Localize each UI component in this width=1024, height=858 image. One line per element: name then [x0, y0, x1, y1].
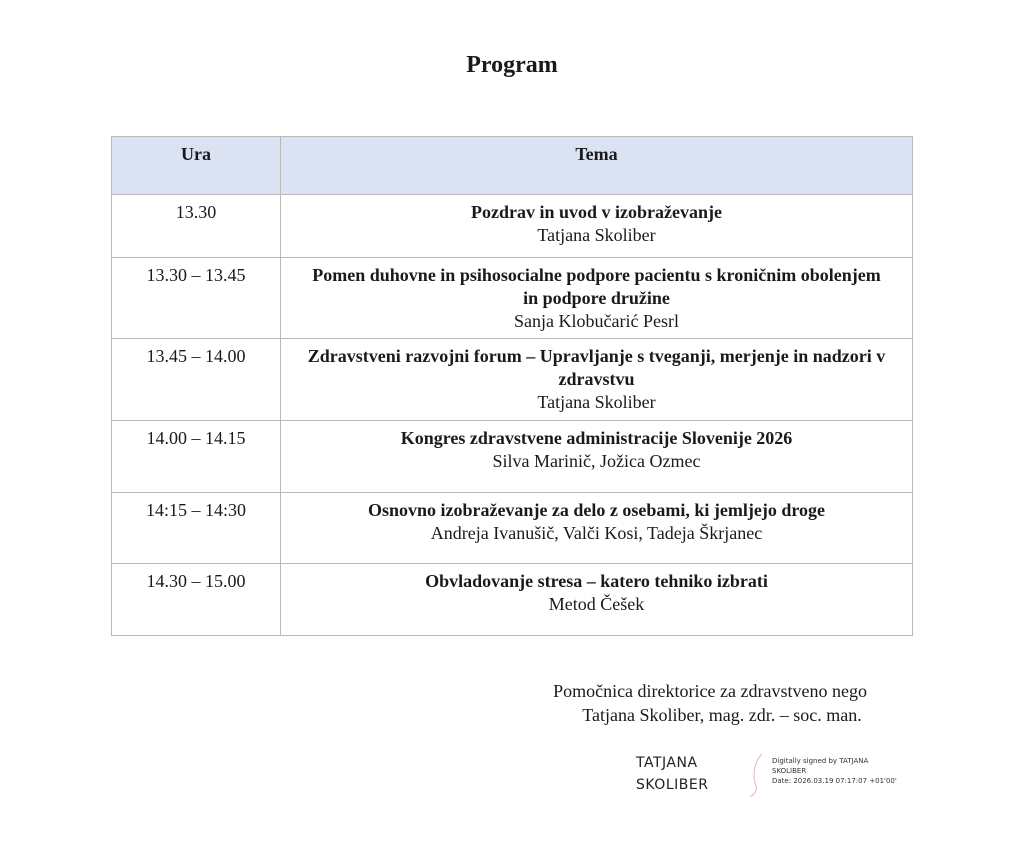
signature-name-line2: SKOLIBER	[636, 777, 709, 793]
signature-name-line1: TATJANA	[636, 755, 698, 771]
speaker-name: Andreja Ivanušič, Valči Kosi, Tadeja Škrjanec	[430, 523, 763, 543]
signature-detail-line2: SKOLIBER	[772, 767, 807, 775]
topic-cell	[281, 564, 913, 636]
signature-detail-line1: Digitally signed by TATJANA	[772, 757, 869, 765]
topic-title: Pomen duhovne in psihosocialne podpore pacientu s kroničnim obolenjem in podpore družine	[312, 265, 881, 308]
topic-title: Zdravstveni razvojni forum – Upravljanje s tveganji, merjenje in nadzori v zdravstvu	[307, 346, 886, 389]
table-row	[112, 258, 913, 339]
speaker-name: Tatjana Skoliber	[537, 392, 656, 412]
table-row	[112, 421, 913, 493]
topic-title: Pozdrav in uvod v izobraževanje	[471, 202, 722, 222]
closing-name: Tatjana Skoliber, mag. zdr. – soc. man.	[582, 705, 862, 725]
time-cell: 14.00 – 14.15	[112, 421, 281, 493]
speaker-name: Tatjana Skoliber	[537, 225, 656, 245]
column-header-time: Ura	[112, 137, 281, 195]
topic-cell	[281, 493, 913, 564]
time-cell: 14.30 – 15.00	[112, 564, 281, 636]
speaker-name: Sanja Klobučarić Pesrl	[514, 311, 679, 331]
topic-cell	[281, 421, 913, 493]
topic-title: Obvladovanje stresa – katero tehniko izbrati	[425, 571, 768, 591]
page-title: Program	[466, 52, 558, 78]
closing-position: Pomočnica direktorice za zdravstveno nego	[553, 681, 867, 701]
topic-cell	[281, 258, 913, 339]
speaker-name: Metod Češek	[548, 594, 645, 614]
table-row	[112, 493, 913, 564]
signature-details	[772, 756, 907, 786]
topic-cell	[281, 339, 913, 421]
time-cell: 14:15 – 14:30	[112, 493, 281, 564]
digital-signature	[636, 752, 906, 802]
column-header-topic: Tema	[281, 137, 913, 195]
closing-block	[500, 679, 920, 727]
signature-name	[636, 752, 708, 796]
program-table	[111, 136, 913, 636]
topic-cell	[281, 195, 913, 258]
table-row	[112, 195, 913, 258]
table-row	[112, 564, 913, 636]
time-cell: 13.30	[112, 195, 281, 258]
table-header-row	[112, 137, 913, 195]
table-row	[112, 339, 913, 421]
signature-mark-icon	[748, 752, 766, 798]
topic-title: Osnovno izobraževanje za delo z osebami, ki jemljejo droge	[367, 500, 826, 520]
signature-detail-line3: Date: 2026.03.19 07:17:07 +01'00'	[772, 777, 897, 785]
topic-title: Kongres zdravstvene administracije Slovenije 2026	[400, 428, 793, 448]
time-cell: 13.30 – 13.45	[112, 258, 281, 339]
speaker-name: Silva Marinič, Jožica Ozmec	[492, 451, 701, 471]
time-cell: 13.45 – 14.00	[112, 339, 281, 421]
